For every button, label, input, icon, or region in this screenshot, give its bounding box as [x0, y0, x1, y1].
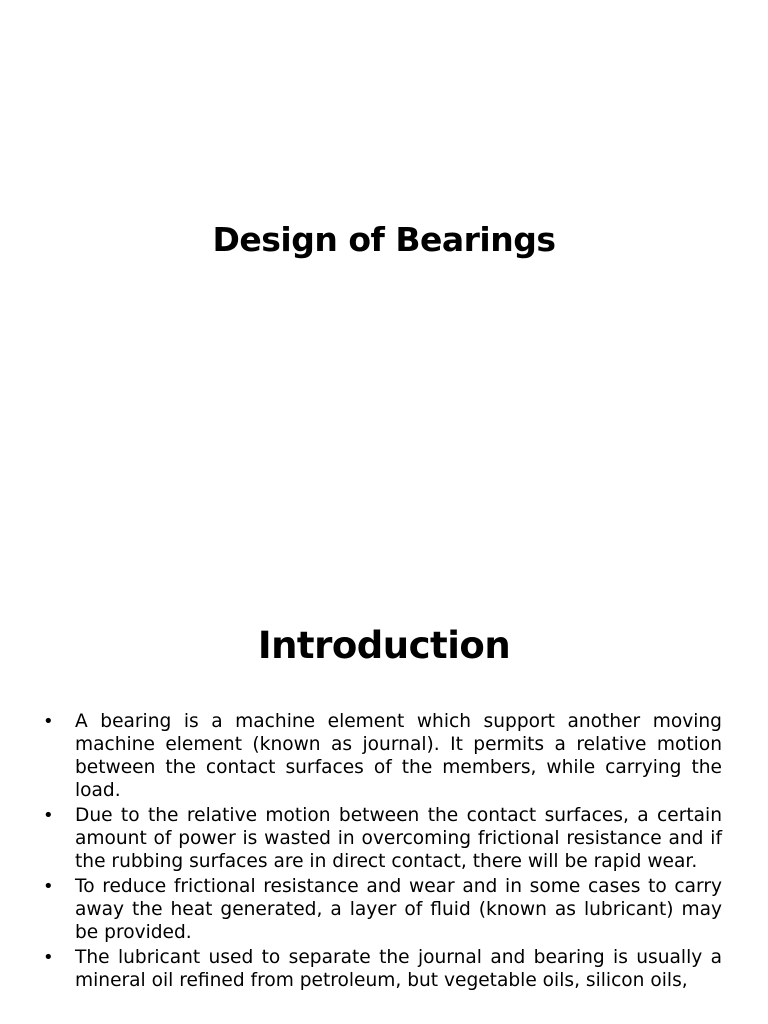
bullet-icon: •: [43, 711, 54, 732]
bullet-icon: •: [43, 805, 54, 826]
bullet-icon: •: [43, 947, 54, 968]
bullet-icon: •: [43, 876, 54, 897]
bullet-text: To reduce frictional resistance and wear and in some cases to carry away the heat generated, a layer of fluid (known as lubricant) may be provided.: [75, 876, 722, 943]
list-item: [40, 946, 722, 992]
list-item: [40, 804, 722, 873]
section-heading: Introduction: [257, 624, 511, 667]
bullet-text: A bearing is a machine element which support another moving machine element (known as journal). It permits a relative motion between the contact surfaces of the members, while carrying the load.: [75, 711, 722, 801]
bullet-text: The lubricant used to separate the journal and bearing is usually a mineral oil refined from petroleum, but vegetable oils, silicon oils,: [75, 947, 722, 991]
bullet-text: Due to the relative motion between the contact surfaces, a certain amount of power is wasted in overcoming frictional resistance and if the rubbing surfaces are in direct contact, there will be rapid wear.: [75, 805, 722, 872]
list-item: [40, 710, 722, 802]
slide-title: Design of Bearings: [212, 220, 556, 259]
list-item: [40, 875, 722, 944]
bullet-list: [40, 710, 722, 994]
